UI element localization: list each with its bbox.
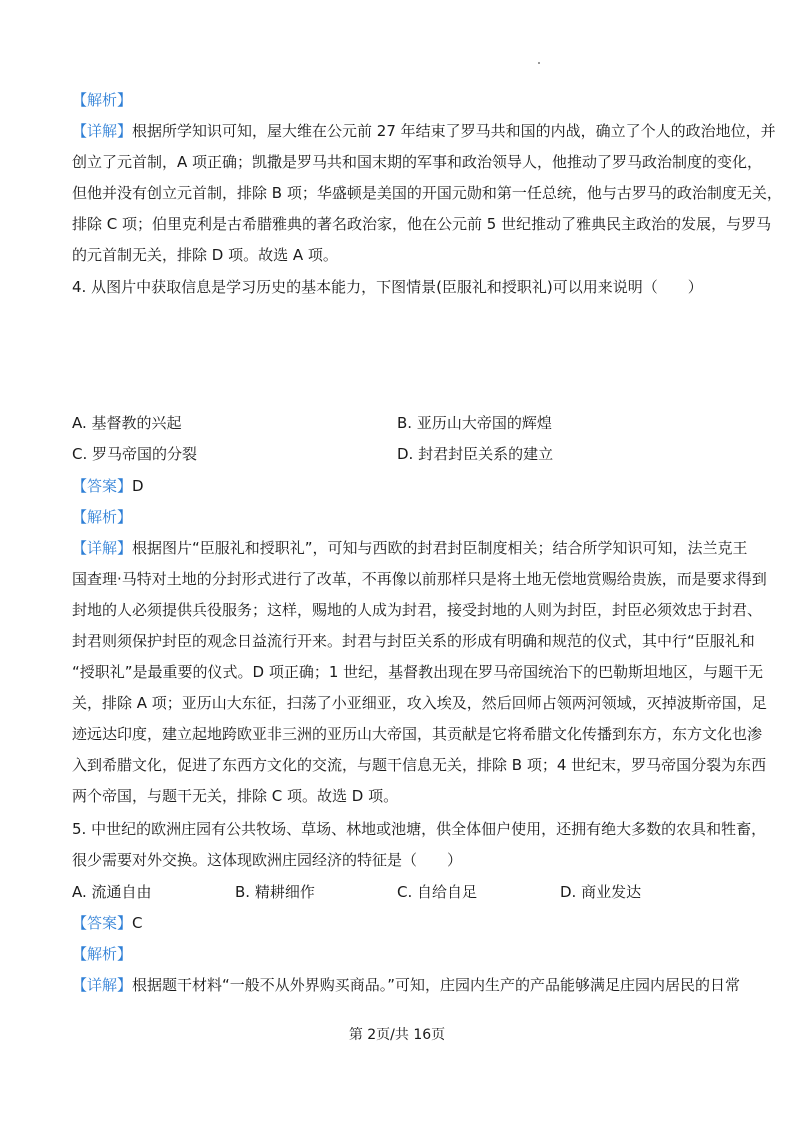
- q5-option-d: D. 商业发达: [560, 883, 642, 901]
- detail-tag: 【详解】: [72, 539, 133, 557]
- q5-option-c: C. 自给自足: [397, 883, 478, 901]
- detail-line: 创立了元首制，A 项正确；凯撒是罗马共和国末期的军事和政治领导人，他推动了罗马政治制度的变化，: [72, 153, 763, 171]
- detail-line: [72, 121, 776, 141]
- page-footer: 第 2页/共 16页: [348, 1027, 446, 1043]
- analysis-tag: 【解析】: [72, 945, 133, 963]
- detail-line: [72, 975, 740, 995]
- detail-line: 封地的人必须提供兵役服务；这样，赐地的人成为封君，接受封地的人则为封臣，封臣必须效忠于封君、: [72, 601, 763, 619]
- question-4: 4. 从图片中获取信息是学习历史的基本能力，下图情景(臣服礼和授职礼)可以用来说明（ ）: [72, 278, 703, 296]
- detail-tag: 【详解】: [72, 122, 133, 140]
- detail-line: [72, 538, 748, 558]
- detail-line: 的元首制无关，排除 D 项。故选 A 项。: [72, 246, 338, 264]
- q4-option-c: C. 罗马帝国的分裂: [72, 445, 198, 463]
- analysis-tag: 【解析】: [72, 508, 133, 526]
- q5-option-a: A. 流通自由: [72, 883, 152, 901]
- q4-option-b: B. 亚历山大帝国的辉煌: [397, 414, 552, 432]
- q4-option-d: D. 封君封臣关系的建立: [397, 445, 554, 463]
- q5-option-b: B. 精耕细作: [235, 883, 315, 901]
- detail-line: 封君则须保护封臣的观念日益流行开来。封君与封臣关系的形成有明确和规范的仪式，其中行“臣服礼和: [72, 632, 755, 650]
- detail-line: 国查理·马特对土地的分封形式进行了改革，不再像以前那样只是将土地无偿地赏赐给贵族，而是要求得到: [72, 570, 767, 588]
- detail-tag: 【详解】: [72, 976, 133, 994]
- detail-line: 入到希腊文化，促进了东西方文化的交流，与题干信息无关，排除 B 项；4 世纪末，罗马帝国分裂为东西: [72, 756, 767, 774]
- detail-line: 关，排除 A 项；亚历山大东征，扫荡了小亚细亚，攻入埃及，然后回师占领两河领域，灭掉波斯帝国，足: [72, 694, 767, 712]
- detail-text: 根据所学知识可知，屋大维在公元前 27 年结束了罗马共和国的内战，确立了个人的政治地位，并: [132, 122, 776, 140]
- q4-answer-line: [72, 476, 144, 496]
- analysis-tag: 【解析】: [72, 91, 133, 109]
- answer-tag: 【答案】: [72, 914, 133, 932]
- q4-option-a: A. 基督教的兴起: [72, 414, 182, 432]
- detail-line: 但他并没有创立元首制，排除 B 项；华盛顿是美国的开国元勋和第一任总统，他与古罗马的政治制度无关，: [72, 184, 782, 202]
- detail-line: “授职礼”是最重要的仪式。D 项正确；1 世纪，基督教出现在罗马帝国统治下的巴勒斯坦地区，与题干无: [72, 663, 764, 681]
- q4-answer: D: [132, 477, 144, 495]
- detail-text: 根据题干材料“一般不从外界购买商品。”可知，庄园内生产的产品能够满足庄园内居民的日常: [132, 976, 741, 994]
- q5-answer: C: [132, 914, 143, 932]
- detail-line: 迹远达印度，建立起地跨欧亚非三洲的亚历山大帝国，其贡献是它将希腊文化传播到东方，东方文化也渗: [72, 725, 763, 743]
- detail-line: 排除 C 项；伯里克利是古希腊雅典的著名政治家，他在公元前 5 世纪推动了雅典民主政治的发展，与罗马: [72, 215, 772, 233]
- detail-text: 根据图片“臣服礼和授职礼”，可知与西欧的封君封臣制度相关；结合所学知识可知，法兰克王: [132, 539, 748, 557]
- q5-answer-line: [72, 913, 143, 933]
- detail-line: 两个帝国，与题干无关，排除 C 项。故选 D 项。: [72, 787, 399, 805]
- answer-tag: 【答案】: [72, 477, 133, 495]
- question-5: 5. 中世纪的欧洲庄园有公共牧场、草场、林地或池塘，供全体佃户使用，还拥有绝大多数的农具和牲畜，: [72, 820, 767, 838]
- scan-dot: [538, 62, 540, 64]
- question-5-cont: 很少需要对外交换。这体现欧洲庄园经济的特征是（ ）: [72, 851, 463, 869]
